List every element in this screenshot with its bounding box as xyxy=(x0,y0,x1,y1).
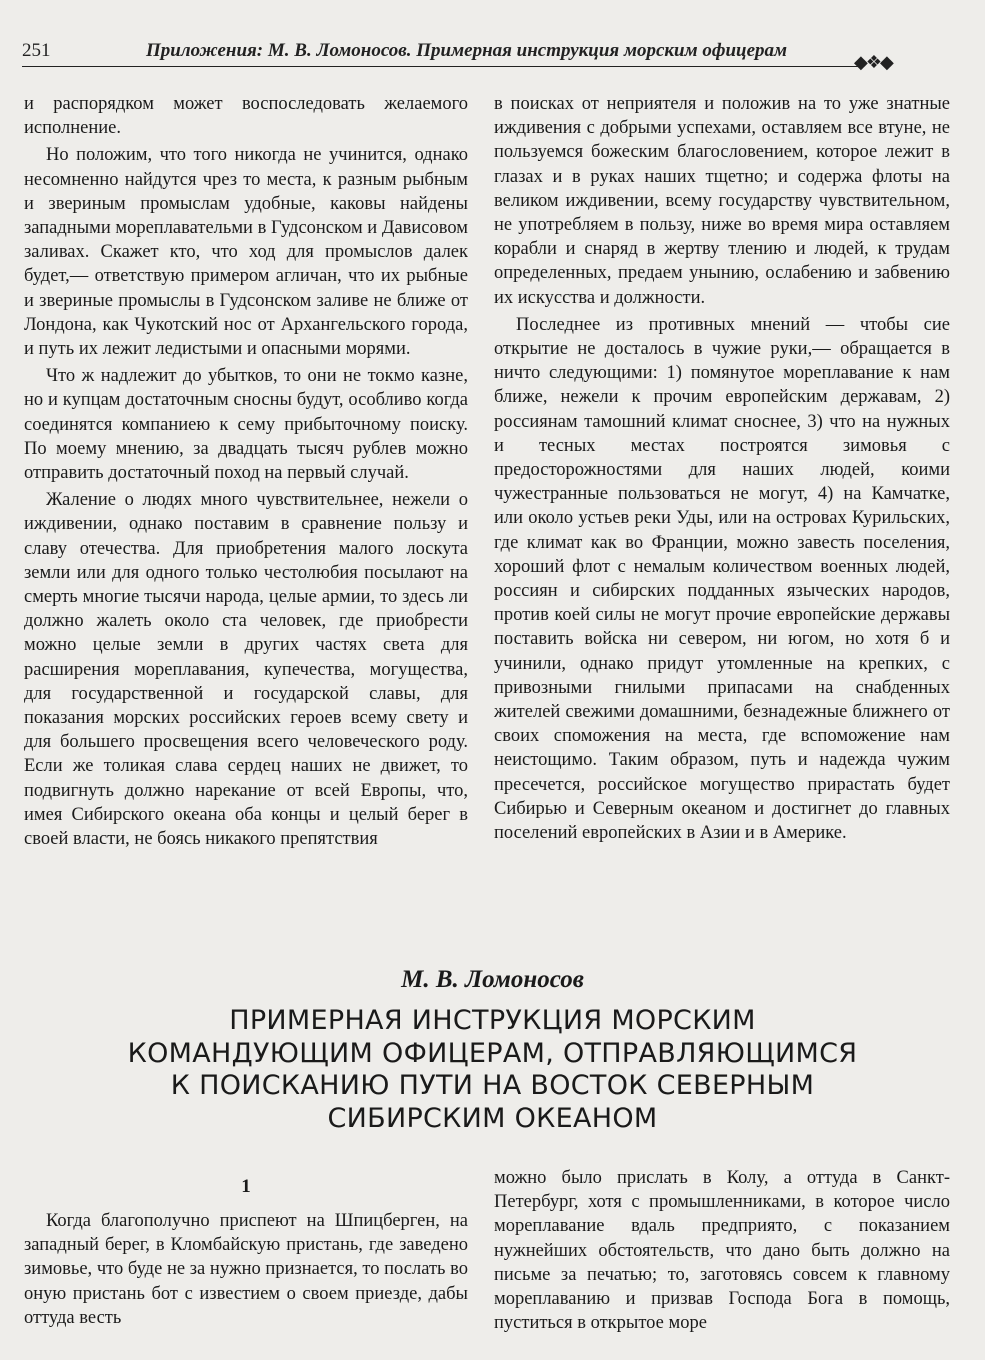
title-line: КОМАНДУЮЩИМ ОФИЦЕРАМ, ОТПРАВЛЯЮЩИМСЯ xyxy=(127,1037,858,1069)
paragraph: Что ж надлежит до убытков, то они не токмо казне, но и купцам достаточным сносны будут, особливо когда соединятся компаниею к сему прибыточному поиску. По моему мнению, за двадцать тысяч рублев можно отправить достаточный поход на первый случай. xyxy=(24,366,468,484)
page-number: 251 xyxy=(22,40,51,61)
section-number: 1 xyxy=(241,1176,251,1197)
document-author: М. В. Ломоносов xyxy=(401,966,584,993)
paragraph: Последнее из противных мнений — чтобы сие открытие не досталось в чужие руки,— обращается в ничто следующими: 1) помянутое мореплавание к нам ближе, нежели к прочим европейским державам, 2) россиянам тамошний климат сноснее, 3) что на нужных и тесных местах построятся зимовья с предосторожностями для наших людей, коими чужестранные пользоваться не могут, 4) на Камчатке, или около устьев реки Уды, или на островах Курильских, где климат как во Франции, можно завесть поселения, хороший флот с немалым количеством военных людей, россиян и сибирских подданных языческих народов, против коей силы не могут прочие европейские державы поставить войска ни севером, ни югом, но хотя б и учинили, однако придут утомленные на крепких, с привозными гнилыми припасами на снабденных жителей свежими домашними, безнадежные ближнего от своих споможения на места, где вспоможение нам неистощимо. Таким образом, путь и надежда чужим пресечется, российское могущество прирастать будет Сибирью и Северным океаном и достигнет до главных поселений европейских в Азии и в Америке. xyxy=(494,314,950,844)
title-line: СИБИРСКИМ ОКЕАНОМ xyxy=(327,1102,658,1134)
header-ornament-icon: ◆❖◆ xyxy=(854,52,892,72)
title-line: ПРИМЕРНАЯ ИНСТРУКЦИЯ МОРСКИМ xyxy=(229,1005,756,1036)
paragraph: Когда благополучно приспеют на Шпицберген, на западный берег, в Кломбайскую пристань, где заведено зимовье, что буде не за нужно признается, то послать во оную пристань бот с известием о своем приезде, дабы оттуда весть xyxy=(24,1211,468,1328)
section-left-column xyxy=(24,1209,468,1330)
running-title: Приложения: М. В. Ломоносов. Примерная инструкция морским офицерам xyxy=(146,40,788,61)
paragraph: Но положим, что того никогда не учинится, однако несомненно найдутся чрез то места, к разным рыбным и звериным промыслам удобные, каковы найдены западными мореплавательми в Гудсонском и Дависовом заливах. Скажет кто, что ход для промыслов далек будет,— ответствую примером агличан, что их рыбные и звериные промыслы в Гудсонском заливе не ближе от Лондона, как Чукотский нос от Архангельского города, и путь их лежит ледистыми и опасными морями. xyxy=(24,145,468,360)
section-right-column xyxy=(494,1166,950,1335)
header-rule xyxy=(22,66,862,67)
paragraph: Жаление о людях много чувствительнее, нежели о иждивении, однако поставим в сравнение пользу и славу отечества. Для приобретения малого лоскута земли или для одного только честолюбия посылают на смерть многие тысячи народа, целые армии, то здесь ли должно жалеть около ста человек, где приобрести можно целые земли в других частях света для расширения мореплавания, купечества, могущества, для государственной и государской славы, для показания морских российских героев всему свету и для большего просвещения всего человеческого роду. Если же толикая слава сердец наших не движет, то подвигнуть должно нарекание от всей Европы, что, имея Сибирского океана оба концы и целый берег в своей власти, не боясь никакого препятствия xyxy=(24,490,468,850)
title-line: К ПОИСКАНИЮ ПУТИ НА ВОСТОК СЕВЕРНЫМ xyxy=(170,1070,815,1101)
right-column xyxy=(494,92,950,845)
paragraph: можно было прислать в Колу, а оттуда в Санкт-Петербург, хотя с промышленниками, в которое число мореплавание вдаль предприято, с показанием нужнейших обстоятельств, что дано быть должно на письме за печатью; то, заготовясь совсем к главному мореплаванию и призвав Господа Бога в помощь, пуститься в открытое море xyxy=(494,1168,950,1334)
page-header xyxy=(22,34,947,74)
left-column xyxy=(24,92,468,851)
document-title xyxy=(60,1005,925,1135)
paragraph: и распорядком может воспоследовать желаемого исполнение. xyxy=(24,94,468,139)
paragraph: в поисках от неприятеля и положив на то уже знатные иждивения с добрыми успехами, оставляем все втуне, не пользуемся божеским благословением, которое лежит в глазах и в руках наших тщетно; и содержа флоты на великом иждивении, всему государству чувствительном, не употребляем в пользу, ниже во время мира оставляем корабли и снаряд в жертву тлению и людей, к трудам определенных, предаем унынию, ослабению и забвению их искусства и должности. xyxy=(494,94,950,308)
